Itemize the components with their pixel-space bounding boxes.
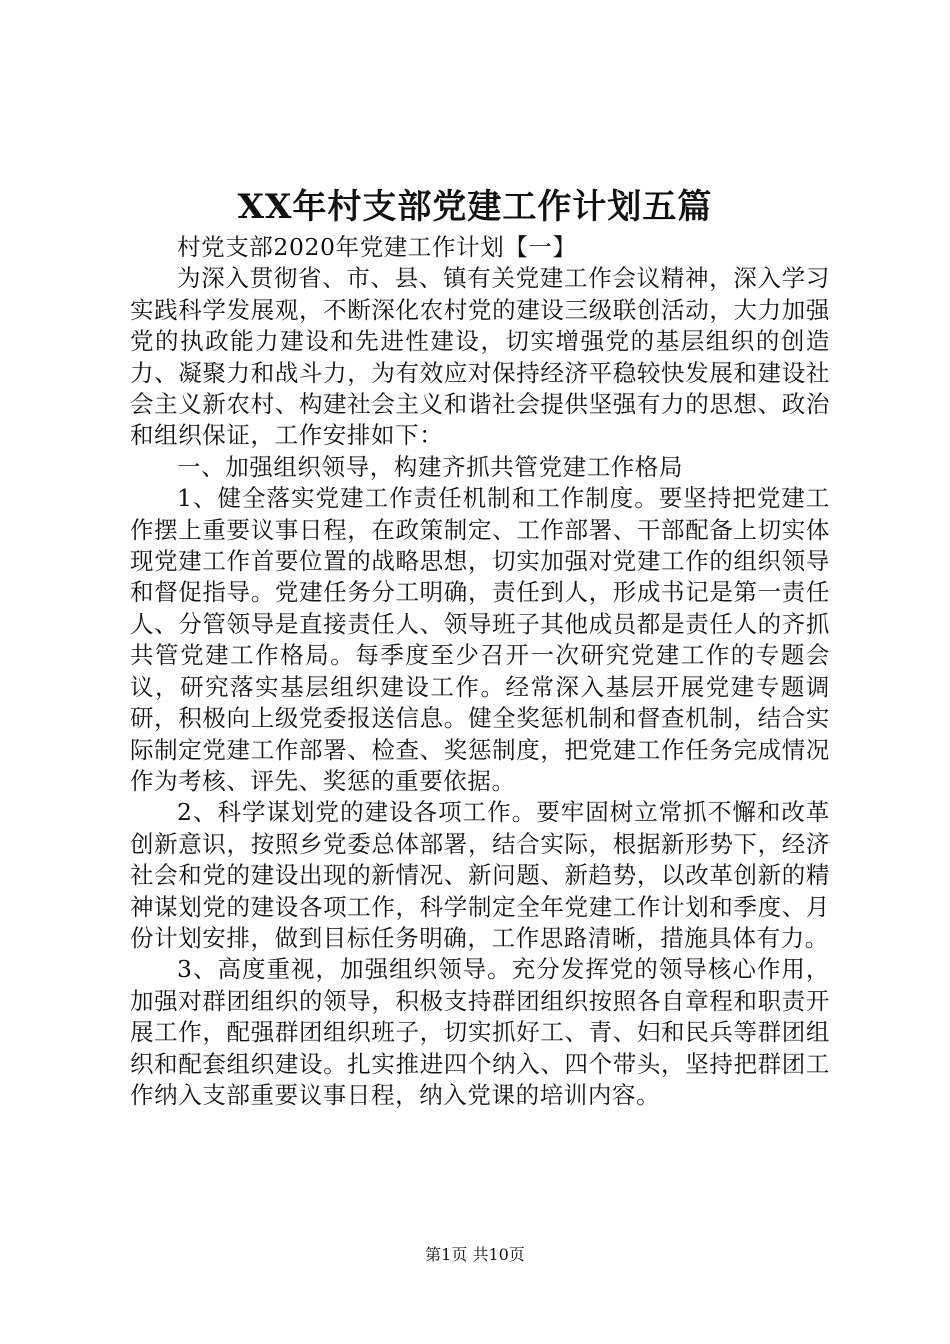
body-paragraph: 3、高度重视，加强组织领导。充分发挥党的领导核心作用，加强对群团组织的领导，积极支持群团组织按照各自章程和职责开展工作，配强群团组织班子，切实抓好工、青、妇和民兵等群团组织和配套组织建设。扎实推进四个纳入、四个带头，坚持把群团工作纳入支部重要议事日程，纳入党课的培训内容。 xyxy=(130,955,830,1109)
subsection-heading: 一、加强组织领导，构建齐抓共管党建工作格局 xyxy=(177,452,684,481)
document-title: XX年村支部党建工作计划五篇 xyxy=(237,187,713,227)
intro-paragraph: 为深入贯彻省、市、县、镇有关党建工作会议精神，深入学习实践科学发展观，不断深化农村党的建设三级联创活动，大力加强党的执政能力建设和先进性建设，切实增强党的基层组织的创造力、凝聚力和战斗力，为有效应对保持经济平稳较快发展和建设社会主义新农村、构建社会主义和谐社会提供坚强有力的思想、政治和组织保证，工作安排如下： xyxy=(130,264,830,450)
body-paragraph: 2、科学谋划党的建设各项工作。要牢固树立常抓不懈和改革创新意识，按照乡党委总体部署，结合实际，根据新形势下，经济社会和党的建设出现的新情况、新问题、新趋势，以改革创新的精神谋划党的建设各项工作，科学制定全年党建工作计划和季度、月份计划安排，做到目标任务明确，工作思路清晰，措施具体有力。 xyxy=(130,798,830,952)
document-body xyxy=(130,232,830,1111)
section-heading: 村党支部2020年党建工作计划【一】 xyxy=(177,233,577,261)
body-paragraph: 1、健全落实党建工作责任机制和工作制度。要坚持把党建工作摆上重要议事日程，在政策制定、工作部署、干部配备上切实体现党建工作首要位置的战略思想，切实加强对党建工作的组织领导和督促指导。党建任务分工明确，责任到人，形成书记是第一责任人、分管领导是直接责任人、领导班子其他成员都是责任人的齐抓共管党建工作格局。每季度至少召开一次研究党建工作的专题会议，研究落实基层组织建设工作。经常深入基层开展党建专题调研，积极向上级党委报送信息。健全奖惩机制和督查机制，结合实际制定党建工作部署、检查、奖惩制度，把党建工作任务完成情况作为考核、评先、奖惩的重要依据。 xyxy=(130,484,830,795)
page-number-footer: 第1页 共10页 xyxy=(425,1245,525,1264)
